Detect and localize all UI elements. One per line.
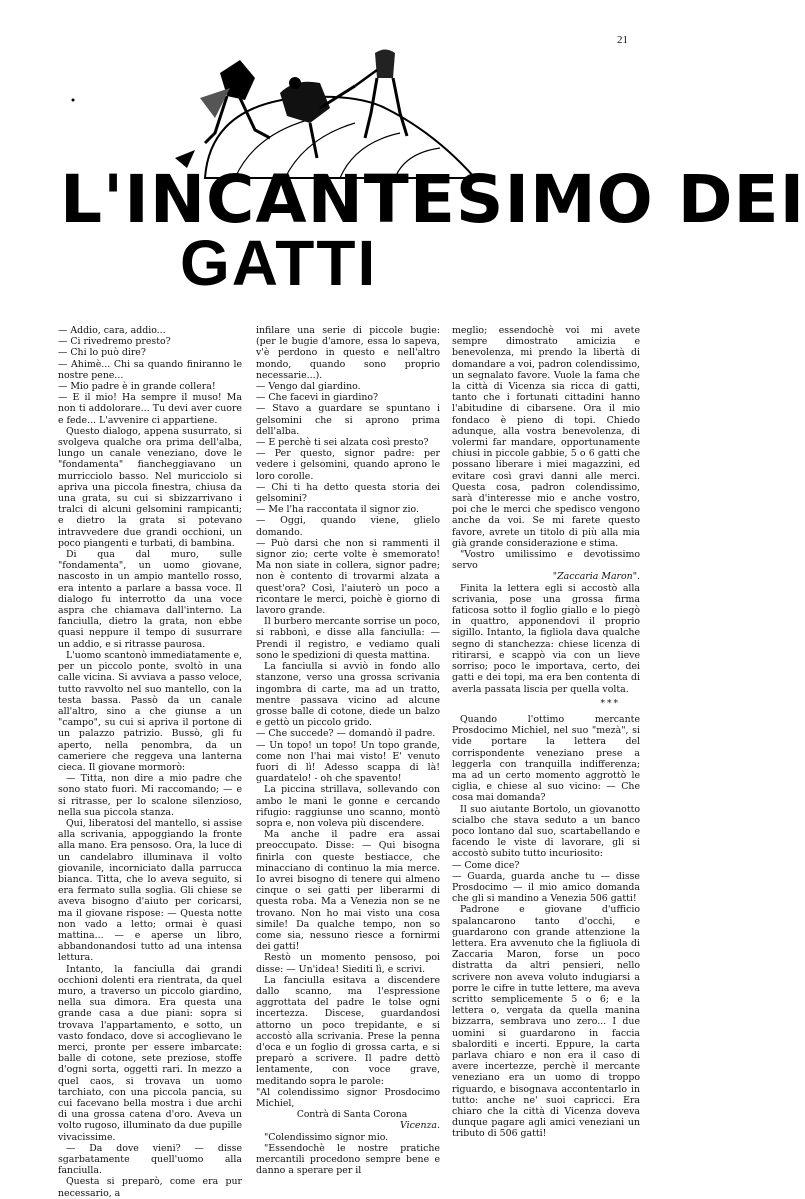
paragraph: — Un topo! un topo! Un topo grande, come non l'hai mai visto! E' venuto fuori di lì! Adesso scappa di là! guardatelo! - oh che spavento! bbox=[256, 739, 440, 785]
text-column-2 bbox=[256, 325, 440, 1177]
paragraph: Finita la lettera egli si accostò alla scrivania, pose una grossa firma faticosa sotto il foglio giallo e lo piegò in quattro, apponendovi il proprio sigillo. Intanto, la figliola dava qualche segno di stanchezza: chiese licenza di ritirarsi, e scappò via con un lieve sorriso; poco le importava, certo, dei gatti e dei topi, ma era ben contenta di averla passata liscia per quella volta. bbox=[452, 582, 640, 695]
paragraph: Qui, liberatosi del mantello, si assise alla scrivania, appoggiando la fronte alla mano. Era pensoso. Ora, la luce di un candelabro illuminava il volto giovanile, incorniciato dalla parrucca bianca. Titta, che lo aveva seguito, si era fermato sulla soglia. Gli chiese se aveva bisogno d'aiuto per coricarsi, ma il giovane rispose: — Questa notte non vado a letto; ormai è quasi mattina... — e aperse un libro, abbandonandosi tutto ad una intensa lettura. bbox=[58, 817, 242, 964]
paragraph: La fanciulla esitava a discendere dallo scanno, ma l'espressione aggrottata del padre le tolse ogni incertezza. Discese, guardandosi attorno un poco trepidante, e si accostò alla scrivania. Prese la penna d'oca e un foglio di grossa carta, e si preparò a scrivere. Il padre dettò lentamente, con voce grave, meditando sopra le parole: bbox=[256, 974, 440, 1087]
letter-salutation: "Colendissimo signor mio. bbox=[264, 1131, 389, 1143]
paragraph: — Ahimè... Chi sa quando finiranno le nostre pene... bbox=[58, 358, 242, 381]
paragraph: — E il mio! Ha sempre il muso! Ma non ti addolorare... Tu devi aver cuore e fede... L'avvenire ci appartiene. bbox=[58, 392, 242, 426]
paragraph: Padrone e giovane d'ufficio spalancarono tanto d'occhi, e guardarono con grande attenzione la lettera. Era avvenuto che la figliuola di Zaccaria Maron, forse un poco distratta da altri pensieri, nello scrivere non aveva voluto indugiarsi a porre le cifre in tutte lettere, ma aveva scritto semplicemente 5 o 6; e la lettera o, vergata da quella manina bizzarra, sembrava uno zero... I due uomini si guardarono in faccia sbalorditi e incerti. Eppure, la carta parlava chiaro e non era il caso di avere incertezze, perchè il mercante veneziano era un uomo di troppo riguardo, e bisognava accontentarlo in tutto: anche ne' suoi capricci. Era chiaro che la città di Vicenza doveva dunque pagare agli amici veneziani un tributo di 506 gatti! bbox=[452, 904, 640, 1140]
letter-signature: "Zaccaria Maron". bbox=[552, 571, 640, 583]
letter-address: "Al colendissimo signor Prosdocimo Michiel, bbox=[256, 1086, 440, 1110]
page-number: 21 bbox=[617, 34, 628, 46]
letter-city: Vicenza. bbox=[400, 1120, 440, 1132]
paragraph: — Oggi, quando viene, glielo domando. bbox=[256, 515, 440, 538]
paragraph: — Chi ti ha detto questa storia dei gelsomini? bbox=[256, 481, 440, 505]
paragraph: "Vostro umilissimo e devotissimo servo bbox=[452, 549, 640, 572]
section-break: *** bbox=[600, 698, 620, 709]
paragraph: — Vengo dal giardino. bbox=[256, 381, 361, 393]
paragraph: Intanto, la fanciulla dai grandi occhioni dolenti era rientrata, da quel muro, a traverso un piccolo giardino, nella sua dimora. Era questa una grande casa a due piani: sopra si trovava l'appartamento, e sotto, un vasto fondaco, dove si accoglievano le merci, pronte per essere imbarcate: balle di cotone, sete preziose, stoffe d'ogni sorta, oggetti rari. In mezzo a quel caos, si trovava un uomo tarchiato, con una piccola pancia, su cui facevano bella mostra i due archi di una grossa catena d'oro. Aveva un volto rugoso, illuminato da due pupille vivacissime. bbox=[58, 963, 242, 1143]
paragraph: — Può darsi che non si rammenti il signor zio; certe volte è smemorato! Ma non siate in collera, signor padre; non è contento di trovarmi alzata a quest'ora? Così, l'aiuterò un poco a ricontare le merci, poichè è giorno di lavoro grande. bbox=[256, 537, 440, 617]
title-illustration bbox=[55, 38, 655, 178]
paragraph: — Come dice? bbox=[452, 859, 520, 871]
paragraph: — Mio padre è in grande collera! bbox=[58, 381, 216, 393]
paragraph: Questo dialogo, appena susurrato, si svolgeva qualche ora prima dell'alba, lungo un canale veneziano, dove le "fondamenta" fiancheggiavano un murricciolo basso. Nel muricciolo si apriva una piccola finestra, chiusa da una grata, su cui si sbizzarrivano i tralci di alcuni gelsomini rampicanti; e dietro la grata si potevano intravvedere due grandi occhioni, un poco piangenti e turbati, di bambina. bbox=[58, 425, 242, 549]
paragraph: La piccina strillava, sollevando con ambo le mani le gonne e cercando rifugio: raggiunse uno scanno, montò sopra e, non voleva più discendere. bbox=[256, 784, 440, 829]
paragraph: — Stavo a guardare se spuntano i gelsomini che si aprono prima dell'alba. bbox=[256, 403, 440, 437]
paragraph: — E perchè ti sei alzata così presto? bbox=[256, 437, 429, 449]
paragraph: — Per questo, signor padre: per vedere i gelsomini, quando aprono le loro corolle. bbox=[256, 448, 440, 482]
paragraph: meglio; essendochè voi mi avete sempre dimostrato amicizia e benevolenza, mi prendo la libertà di domandare a voi, padron colendissimo, un segnalato favore. Vuole la fama che la città di Vicenza sia ricca di gatti, tanto che i fortunati cittadini hanno l'abitudine di cibarsene. Ora il mio fondaco è pieno di topi. Chiedo adunque, alla vostra benevolenza, di volermi far mandare, opportunamente chiusi in piccole gabbie, 5 o 6 gatti che possano liberare i miei magazzini, ed evitare così gravi danni alle merci. Questa cosa, padron colendissimo, sarà d'interesse mio e anche vostro, poi che le merci che spedisco vengono anche da voi. Se mi farete questo favore, avrete un titolo di più alla mia già grande considerazione e stima. bbox=[452, 325, 640, 549]
paragraph: — Guarda, guarda anche tu — disse Prosdocimo — il mio amico domanda che gli si mandino a Venezia 506 gatti! bbox=[452, 870, 640, 905]
paragraph: Di qua dal muro, sulle "fondamenta", un uomo giovane, nascosto in un ampio mantello rosso, era intento a parlare a bassa voce. Il dialogo fu interrotto da una voce aspra che chiamava dall'interno. La fanciulla, dietro la grata, non ebbe quasi neppure il tempo di susurrare un addio, e si ritrasse paurosa. bbox=[58, 549, 242, 650]
paragraph: — Addio, cara, addio... bbox=[58, 325, 166, 336]
letter-address: Contrà di Santa Corona bbox=[296, 1109, 408, 1121]
paragraph: — Che succede? — domandò il padre. bbox=[256, 728, 436, 740]
paragraph: Quando l'ottimo mercante Prosdocimo Michiel, nel suo "mezà", si vide portare la lettera del corrispondente veneziano prese a leggerla con tranquilla indifferenza; ma ad un certo momento aggrottò le ciglia, e chiese al suo vicino: — Che cosa mai domanda? bbox=[452, 713, 640, 804]
paragraph: — Titta, non dire a mio padre che sono stato fuori. Mi raccomando; — e si ritrasse, per lo scalone silenzioso, nella sua piccola stanza. bbox=[58, 773, 242, 818]
paragraph: — Che facevi in giardino? bbox=[256, 392, 379, 404]
text-column-1 bbox=[58, 325, 242, 1199]
paragraph: Questa si preparò, come era pur necessario, a bbox=[58, 1176, 242, 1199]
paragraph: L'uomo scantonò immediatamente e, per un piccolo ponte, svoltò in una calle vicina. Si avviava a passo veloce, tutto ravvolto nel suo mantello, con la testa bassa. Passò da un canale all'altro, sino a che giunse a un "campo", su cui si apriva il portone di un palazzo patrizio. Bussò, gli fu aperto, nella penombra, da un cameriere che reggeva una lanterna cieca. Il giovane mormorò: bbox=[58, 649, 242, 773]
paragraph: La fanciulla si avviò in fondo allo stanzone, verso una grossa scrivania ingombra di carte, ma ad un tratto, mentre passava vicino ad alcune grosse balle di cotone, diede un balzo e gettò un piccolo grido. bbox=[256, 661, 440, 729]
text-column-3 bbox=[452, 325, 640, 1140]
paragraph: infilare una serie di piccole bugie: (per le bugie d'amore, essa lo sapeva, v'è perdono in questo e nell'altro mondo, quando sono proprio necessarie...). bbox=[256, 325, 440, 381]
paragraph: Il burbero mercante sorrise un poco, si rabbonì, e disse alla fanciulla: — Prendi il registro, e vediamo quali sono le spedizioni di questa mattina. bbox=[256, 616, 440, 661]
article-title-line-2: GATTI bbox=[180, 227, 378, 299]
paragraph: — Da dove vieni? — disse sgarbatamente quell'uomo alla fanciulla. bbox=[58, 1142, 242, 1177]
paragraph: Il suo aiutante Bortolo, un giovanotto scialbo che stava seduto a un banco poco lontano dal suo, scartabellando e facendo le viste di lavorare, gli si accostò subito tutto incuriosito: bbox=[452, 803, 640, 860]
paragraph: — Me l'ha raccontata il signor zio. bbox=[256, 504, 419, 516]
paragraph: — Ci rivedremo presto? bbox=[58, 336, 171, 348]
article-title-line-1: L'INCANTESIMO DEI bbox=[60, 161, 805, 238]
paragraph: Restò un momento pensoso, poi disse: — Un'idea! Siediti lì, e scrivi. bbox=[256, 952, 440, 975]
paragraph: Ma anche il padre era assai preoccupato. Disse: — Qui bisogna finirla con queste bestiacce, che minacciano di continuo la mia merce. Io avrei bisogno di tenere qui almeno cinque o sei gatti per liberarmi di questa roba. Ma a Venezia non se ne trovano. Non ho mai visto una cosa simile! Da qualche tempo, non so come sia, nessuno riesce a fornirmi dei gatti! bbox=[256, 829, 440, 953]
paragraph: — Chi lo può dire? bbox=[58, 347, 146, 359]
letter-body: "Essendochè le nostre pratiche mercantili procedono sempre bene e danno a sperare per il bbox=[256, 1142, 440, 1177]
